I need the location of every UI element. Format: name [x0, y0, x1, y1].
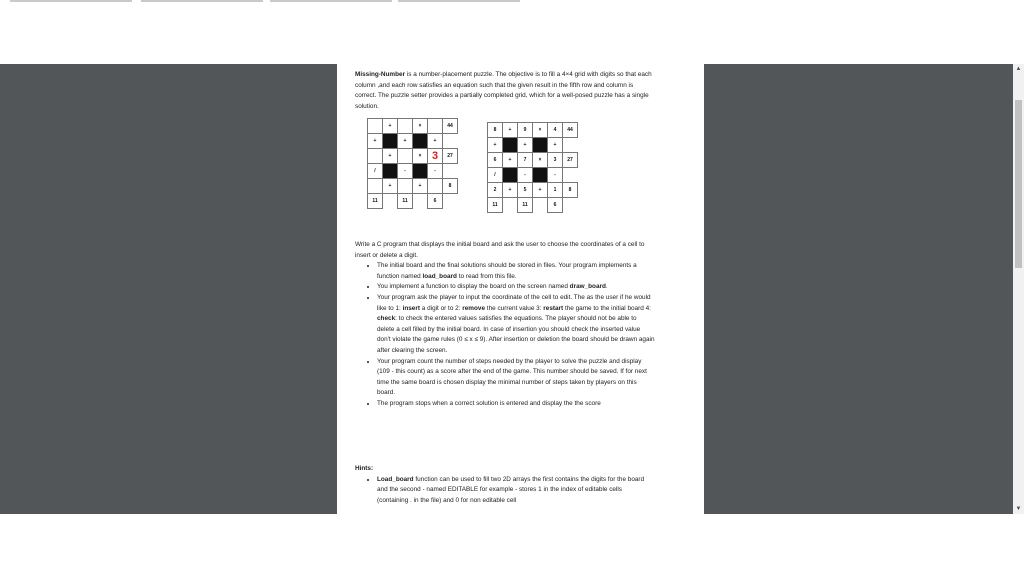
- scroll-up-arrow-icon[interactable]: ▲: [1015, 66, 1022, 72]
- grid-cell: [428, 179, 443, 194]
- grid-cell: [368, 149, 383, 164]
- grid-cell: 11: [488, 198, 503, 213]
- grid-cell: 4: [548, 123, 563, 138]
- grid-cell: +: [413, 179, 428, 194]
- grid-cell: [533, 168, 548, 183]
- hints-section: [355, 464, 655, 506]
- grid-cell: [383, 164, 398, 179]
- grid-cell: /: [368, 164, 383, 179]
- grid-cell: 6: [428, 194, 443, 209]
- grid-cell: [413, 194, 428, 209]
- puzzle-name: Missing-Number: [355, 71, 406, 78]
- grid-cell: [443, 194, 458, 209]
- grid-cell: 5: [518, 183, 533, 198]
- task-intro: Write a C program that displays the initial board and ask the user to choose the coordinates of a cell to insert or delete a digit.: [355, 241, 645, 259]
- grid-cell: /: [488, 168, 503, 183]
- grid-cell: 27: [563, 153, 578, 168]
- grid-cell: 6: [488, 153, 503, 168]
- grid-cell: ×: [533, 123, 548, 138]
- solution-puzzle-grid: [487, 122, 578, 213]
- grid-cell: [443, 134, 458, 149]
- grid-cell: [533, 138, 548, 153]
- grid-cell: -: [398, 164, 413, 179]
- grid-cell: [398, 119, 413, 134]
- document-page: [337, 64, 704, 514]
- grid-cell: [368, 119, 383, 134]
- grid-cell: ×: [533, 153, 548, 168]
- grid-cell: 7: [518, 153, 533, 168]
- initial-puzzle-grid: [367, 118, 458, 209]
- grid-cell: +: [383, 119, 398, 134]
- grid-cell: +: [503, 153, 518, 168]
- document-viewer: [0, 64, 1024, 514]
- grid-cell: [368, 179, 383, 194]
- intro-text: is a number-placement puzzle. The objective is to fill a 4×4 grid with digits so that each column ,and each row satisfies an equation such that the given result in the fifth row and column is correct. The puzzle setter provides a partially completed grid, which for a well-posed puzzle has a single solution.: [355, 71, 652, 110]
- hints-list: [355, 475, 655, 507]
- tab-4[interactable]: [398, 0, 520, 2]
- grid-cell: +: [488, 138, 503, 153]
- grid-cell: [428, 119, 443, 134]
- grid-cell: [383, 194, 398, 209]
- hint-load-board: • Load_board function can be used to fill two 2D arrays the first contains the digits for the board and the second - named EDITABLE for example - stores 1 in the index of editable cells (containing . in the file) and 0 for non editable cell: [377, 475, 655, 507]
- grid-cell: 9: [518, 123, 533, 138]
- grid-cell: 3: [548, 153, 563, 168]
- grid-cell: [563, 138, 578, 153]
- grid-cell: -: [518, 168, 533, 183]
- grid-cell: 11: [518, 198, 533, 213]
- grid-cell: 11: [368, 194, 383, 209]
- grid-cell: [533, 198, 548, 213]
- grid-cell: 8: [563, 183, 578, 198]
- tab-1[interactable]: [10, 0, 132, 2]
- grid-cell: [503, 198, 518, 213]
- grid-cell: -: [548, 168, 563, 183]
- grid-cell: 3: [428, 149, 443, 164]
- hints-title: Hints:: [355, 465, 374, 472]
- browser-tab-strip: [0, 0, 1024, 2]
- grid-cell: +: [383, 149, 398, 164]
- grid-cell: +: [383, 179, 398, 194]
- grid-cell: +: [548, 138, 563, 153]
- grid-cell: [383, 134, 398, 149]
- grid-cell: 11: [398, 194, 413, 209]
- grid-cell: +: [503, 123, 518, 138]
- grid-cell: +: [503, 183, 518, 198]
- scrollbar-thumb[interactable]: [1015, 100, 1022, 268]
- task-section: [355, 240, 655, 410]
- grid-cell: +: [368, 134, 383, 149]
- tab-2[interactable]: [141, 0, 263, 2]
- grid-cell: [443, 164, 458, 179]
- grid-cell: [503, 168, 518, 183]
- grid-cell: 8: [443, 179, 458, 194]
- grid-cell: -: [428, 164, 443, 179]
- grid-cell: 2: [488, 183, 503, 198]
- grid-cell: [413, 164, 428, 179]
- grid-cell: +: [533, 183, 548, 198]
- grid-cell: 1: [548, 183, 563, 198]
- req-stop: • The program stops when a correct solution is entered and display the the score: [377, 399, 655, 410]
- req-display: • You implement a function to display the board on the screen named draw_board.: [377, 282, 655, 293]
- req-input: • Your program ask the player to input the coordinate of the cell to edit. The as the user if he would like to 1: insert a digit or to 2: remove the current value 3: restart the game to the initial board 4: check: to check the entered values satisfies the equations. The player should not be able to delete a cell filled by the initial board. In case of insertion you should check the inserted value don't violate the game rules (0 ≤ x ≤ 9). After insertion or deletion the board should be drawn again after clearing the screen.: [377, 293, 655, 357]
- grid-cell: 27: [443, 149, 458, 164]
- grid-cell: 44: [563, 123, 578, 138]
- grid-cell: 6: [548, 198, 563, 213]
- vertical-scrollbar[interactable]: [1013, 64, 1024, 514]
- requirements-list: [355, 261, 655, 409]
- grid-cell: [398, 149, 413, 164]
- grid-cell: 44: [443, 119, 458, 134]
- intro-paragraph: [355, 70, 655, 112]
- grid-cell: ×: [413, 149, 428, 164]
- grid-cell: ×: [413, 119, 428, 134]
- req-storage: • The initial board and the final solutions should be stored in files. Your program implements a function named load_board to read from this file.: [377, 261, 655, 282]
- req-score: • Your program count the number of steps needed by the player to solve the puzzle and display (109 - this count) as a score after the end of the game. This number should be saved. If for next time the same board is chosen display the minimal number of steps taken by players on this board.: [377, 357, 655, 399]
- grid-cell: +: [518, 138, 533, 153]
- grid-cell: [563, 168, 578, 183]
- grid-cell: [413, 134, 428, 149]
- grid-cell: +: [428, 134, 443, 149]
- tab-3[interactable]: [270, 0, 392, 2]
- grid-cell: 8: [488, 123, 503, 138]
- scroll-down-arrow-icon[interactable]: ▼: [1015, 506, 1022, 512]
- grid-cell: +: [398, 134, 413, 149]
- grid-cell: [398, 179, 413, 194]
- grid-cell: [563, 198, 578, 213]
- grid-cell: [503, 138, 518, 153]
